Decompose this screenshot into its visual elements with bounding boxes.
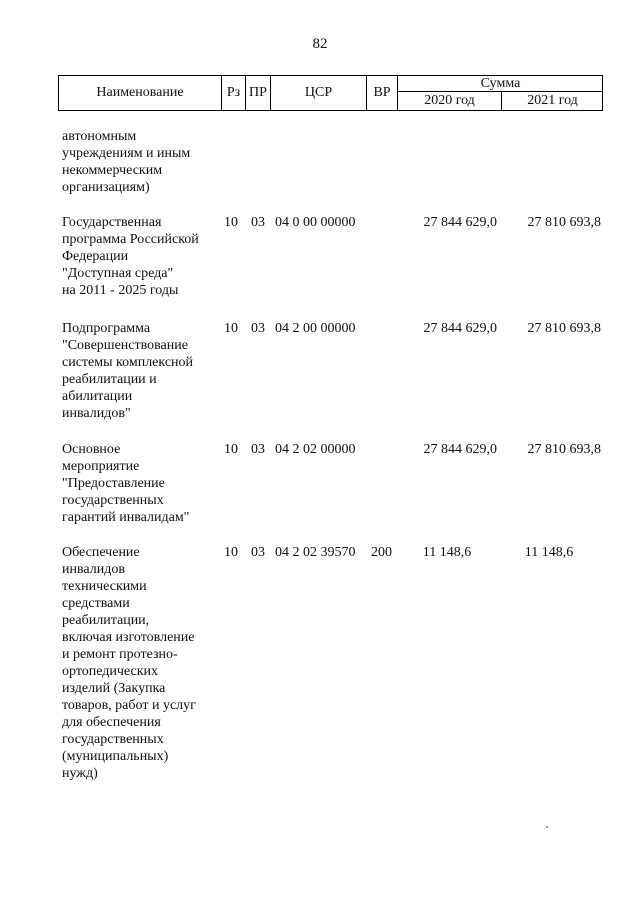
row-name: автономным учреждениям и иным некоммерческим организациям) (62, 129, 191, 195)
header-name: Наименование (59, 76, 222, 110)
row-sum-2021: 11 148,6 (524, 545, 574, 560)
row-sum-2021: 27 810 693,8 (527, 442, 601, 457)
row-sum-2020: 11 148,6 (422, 545, 472, 560)
header-sum-group (398, 76, 603, 110)
row-pr: 03 (251, 442, 265, 457)
row-rz: 10 (224, 321, 238, 336)
row-vr: 200 (371, 545, 392, 560)
row-csr: 04 0 00 00000 (275, 215, 356, 230)
page-number: 82 (312, 36, 328, 52)
header-rz: Рз (222, 76, 246, 110)
row-rz: 10 (224, 215, 238, 230)
row-name: Основное мероприятие "Предоставление государственных гарантий инвалидам" (62, 442, 190, 525)
row-csr: 04 2 00 00000 (275, 321, 356, 336)
scan-speck (546, 826, 548, 828)
header-csr: ЦСР (271, 76, 367, 110)
header-year-2021: 2021 год (527, 93, 578, 108)
header-year-2020: 2020 год (398, 92, 502, 110)
row-pr: 03 (251, 321, 265, 336)
row-sum-2021: 27 810 693,8 (527, 215, 601, 230)
header-vr: ВР (367, 76, 398, 110)
header-pr: ПР (246, 76, 271, 110)
row-csr: 04 2 02 39570 (275, 545, 356, 560)
row-name: Государственная программа Российской Федерации "Доступная среда" на 2011 - 2025 годы (62, 215, 199, 298)
row-pr: 03 (251, 545, 265, 560)
row-sum-2020: 27 844 629,0 (423, 442, 497, 457)
row-name: Обеспечение инвалидов техническими средствами реабилитации, включая изготовление и ремонт протезно- ортопедических изделий (Закупка товаров, работ и услуг для обеспечения государственных (муниципальных) нужд) (62, 545, 196, 781)
row-sum-2020: 27 844 629,0 (423, 215, 497, 230)
row-sum-2021: 27 810 693,8 (527, 321, 601, 336)
row-sum-2020: 27 844 629,0 (423, 321, 497, 336)
row-rz: 10 (224, 545, 238, 560)
row-name: Подпрограмма "Совершенствование системы комплексной реабилитации и абилитации инвалидов" (62, 321, 194, 421)
row-pr: 03 (251, 215, 265, 230)
row-csr: 04 2 02 00000 (275, 442, 356, 457)
header-sum: Сумма (398, 76, 603, 92)
row-rz: 10 (224, 442, 238, 457)
table-header (58, 75, 603, 111)
